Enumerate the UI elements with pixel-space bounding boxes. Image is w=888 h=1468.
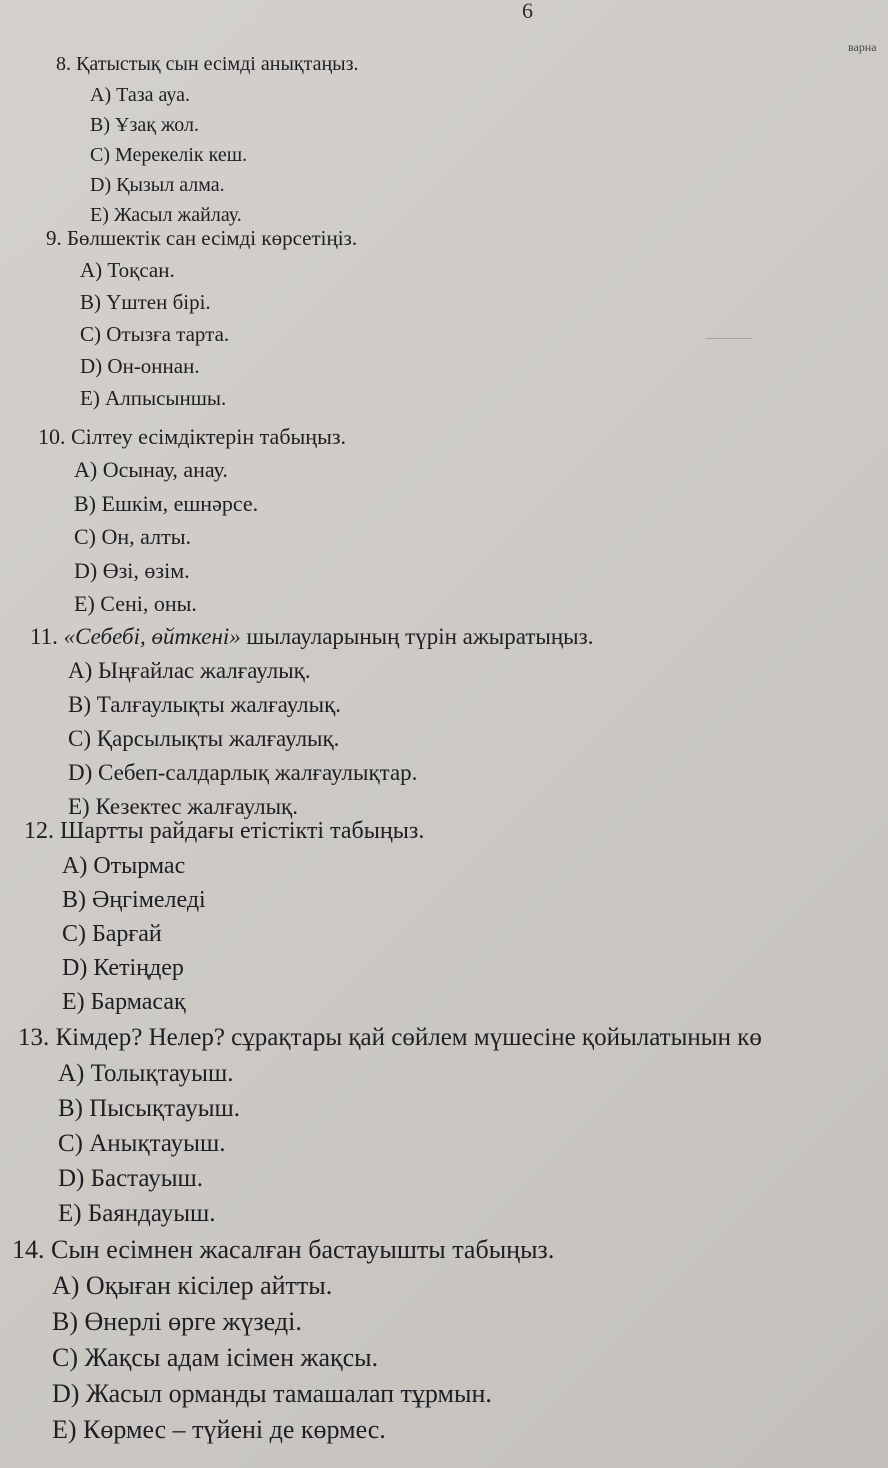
- option-d: D) Жасыл орманды тамашалап тұрмын.: [52, 1379, 492, 1408]
- option-d: D) Бастауыш.: [58, 1165, 204, 1192]
- option-c: C) Он, алты.: [74, 524, 191, 549]
- option-e: E) Баяндауыш.: [58, 1200, 216, 1227]
- question-8-title: 8. Қатыстық сын есімді анықтаңыз.: [56, 53, 359, 75]
- option-b: B) Үштен бірі.: [80, 290, 211, 314]
- option-c: C) Отызға тарта.: [80, 322, 230, 346]
- question-9-options: [80, 254, 357, 414]
- option-c: C) Мерекелік кеш.: [90, 144, 248, 166]
- question-10-title: 10. Сілтеу есімдіктерін табыңыз.: [38, 424, 347, 449]
- option-b: B) Әңгімеледі: [62, 887, 206, 913]
- option-e: E) Жасыл жайлау.: [90, 204, 242, 226]
- option-d: D) Өзі, өзім.: [74, 557, 190, 583]
- question-14-title: 14. Сын есімнен жасалған бастауышты табыңыз.: [12, 1235, 555, 1264]
- question-13-options: [58, 1056, 762, 1231]
- option-d: D) Он-оннан.: [80, 354, 200, 378]
- option-a: A) Оқыған кісілер айтты.: [52, 1271, 333, 1300]
- option-d: D) Қызыл алма.: [90, 174, 225, 196]
- question-10: [38, 420, 346, 621]
- option-e: E) Сені, оны.: [74, 591, 197, 616]
- option-a: A) Ыңғайлас жалғаулық.: [68, 658, 311, 683]
- option-b: B) Ұзақ жол.: [90, 114, 199, 136]
- option-b: B) Өнерлі өрге жүзеді.: [52, 1307, 302, 1336]
- option-a: A) Отырмас: [62, 853, 186, 879]
- question-8: [56, 48, 359, 230]
- corner-note: варна: [848, 40, 877, 54]
- option-a: A) Таза ауа.: [90, 84, 190, 106]
- page-number: 6: [522, 0, 533, 23]
- question-9: [46, 222, 357, 414]
- option-e: E) Кезектес жалғаулық.: [68, 794, 298, 819]
- option-e: E) Бармасақ: [62, 989, 186, 1015]
- option-a: A) Осынау, анау.: [74, 457, 228, 482]
- faint-mark: [706, 338, 752, 339]
- option-c: C) Анықтауыш.: [58, 1130, 226, 1157]
- question-14: [12, 1232, 554, 1448]
- option-a: A) Толықтауыш.: [58, 1060, 234, 1087]
- question-11: [30, 620, 593, 824]
- question-8-options: [90, 80, 359, 230]
- question-11-options: [68, 654, 593, 824]
- option-c: C) Қарсылықты жалғаулық.: [68, 726, 340, 751]
- question-12-title: 12. Шартты райдағы етістікті табыңыз.: [24, 818, 425, 844]
- question-12: [24, 814, 424, 1019]
- option-d: D) Кетіңдер: [62, 955, 184, 981]
- option-c: C) Жақсы адам ісімен жақсы.: [52, 1343, 379, 1372]
- question-11-number: 11.: [30, 624, 64, 649]
- question-10-options: [74, 453, 346, 621]
- option-e: E) Алпысыншы.: [80, 386, 227, 410]
- option-e: E) Көрмес – түйені де көрмес.: [52, 1415, 386, 1444]
- question-11-quoted-words: «Себебі, өйткені»: [63, 624, 241, 649]
- option-b: B) Ешкім, ешнәрсе.: [74, 490, 259, 516]
- option-b: B) Пысықтауыш.: [58, 1095, 240, 1122]
- option-c: C) Барғай: [62, 921, 162, 947]
- question-13: [18, 1020, 762, 1231]
- option-d: D) Себеп-салдарлық жалғаулықтар.: [68, 760, 418, 785]
- question-11-title-rest: шылауларының түрін ажыратыңыз.: [240, 624, 594, 649]
- question-9-title: 9. Бөлшектік сан есімді көрсетіңіз.: [46, 226, 358, 250]
- question-13-title: 13. Кімдер? Нелер? сұрақтары қай сөйлем мүшесіне қойылатынын кө: [18, 1024, 762, 1051]
- option-a: A) Тоқсан.: [80, 258, 175, 282]
- question-12-options: [62, 849, 424, 1019]
- question-11-title: [30, 620, 593, 654]
- option-b: B) Талғаулықты жалғаулық.: [68, 692, 342, 717]
- question-14-options: [52, 1268, 554, 1448]
